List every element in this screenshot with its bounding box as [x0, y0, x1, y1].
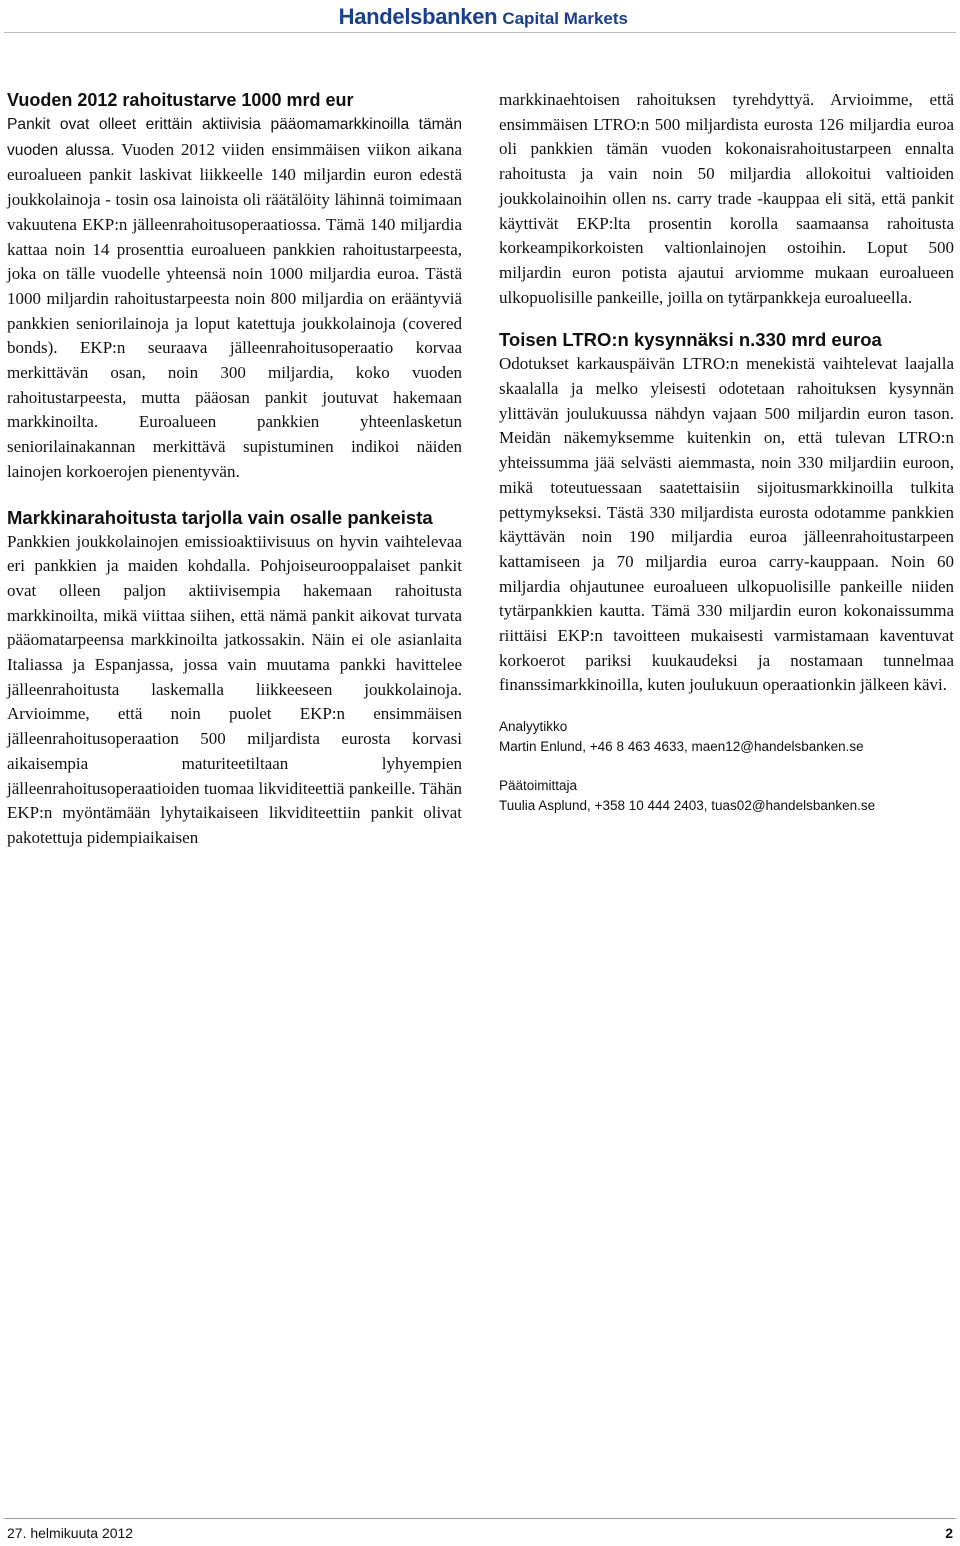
lead-sentence: Pankit ovat olleet erittäin aktiivisia pääomamarkkinoilla tämän vuoden alussa. — [7, 116, 462, 159]
handelsbanken-logo — [339, 4, 628, 30]
footer-date: 27. helmikuuta 2012 — [7, 1525, 134, 1541]
page-number: 2 — [945, 1525, 953, 1541]
paragraph-continued: markkinaehtoisen rahoituksen tyrehdyttyä. Arvioimme, että ensimmäisen LTRO:n 500 miljardista eurosta 126 miljardia euroa oli pankkien tämän vuoden kokonaisrahoitustarpeen ennalta rahoitusta ja vain noin 50 miljardia allokoitui valtioiden joukkolainoihin ollen ns. carry trade -kauppaa eli sitä, että pankit käyttivät EKP:lta prosentin korolla saamaansa rahoitusta korkeampikorkoisten valtionlainojen ostoihin. Loput 500 miljardin euron potista ajautui arviomme mukaan euroalueen ulkopuolisille pankeille, joilla on tytärpankkeja euroalueella. — [499, 90, 954, 307]
section-heading-second-ltro: Toisen LTRO:n kysynnäksi n.330 mrd euroa — [499, 329, 882, 351]
paragraph-text: Vuoden 2012 viiden ensimmäisen viikon aikana euroalueen pankit laskivat liikkeelle 140 miljardin euron edestä joukkolainoja - tosin osa lainoista oli räätälöity lähinnä toimimaan vakuutena EKP:n jälleenrahoitusoperaatiossa. — [7, 139, 462, 234]
header-divider — [4, 32, 956, 33]
editor-contact: Tuulia Asplund, +358 10 444 2403, tuas02@handelsbanken.se — [499, 798, 876, 814]
editor-label: Päätoimittaja — [499, 778, 578, 794]
analyst-label: Analyytikko — [499, 719, 568, 735]
logo-subtitle: Capital Markets — [502, 9, 628, 28]
paragraph-text-continued: Tämä 140 miljardia kattaa noin 14 prosenttia euroalueen pankkien rahoitustarpeesta, joka on tälle vuodelle yhteensä noin 1000 miljardia euroa. Tästä 1000 miljardin rahoitustarpeesta noin 800 miljardia on erääntyviä pankkien seniorilainoja ja loput katettuja joukkolainoja (covered bonds). EKP:n seuraava jälleenrahoitusoperaatio korvaa merkittävän osan, noin 300 miljardia, koko vuoden rahoitustarpeesta, mutta pääosan pankit joutuvat hakemaan markkinoilta. Euroalueen pankkien yhteenlasketun seniorilainakannan merkittävä supistuminen indikoi näiden lainojen korkoerojen pienentyvän. — [7, 214, 463, 481]
analyst-contact: Martin Enlund, +46 8 463 4633, maen12@handelsbanken.se — [499, 739, 864, 755]
left-column — [7, 88, 462, 851]
paragraph-second-ltro: Odotukset karkauspäivän LTRO:n menekistä vaihtelevat laajalla skaalalla ja melko yleisesti odotetaan rahoituksen kysynnän ylittävän joulukuussa nähdyn vajaan 500 miljardin euron tason. Meidän näkemyksemme kuitenkin on, että tulevan LTRO:n yhteissumma jää selvästi aiemmasta, noin 330 miljardiin euroon, mikä toteutuessaan saatettaisiin sijoitusmarkkinoilla tulkita pettymykseksi. Tästä 330 miljardista eurosta odotamme pankkien käyttävän noin 190 miljardia euroa jälleenrahoitustarpeen kattamiseen ja 70 miljardia euroa carry-kauppaan. Noin 60 miljardia ohjautunee euroalueen ulkopuolisille pankeille niiden tytärpankkien kautta. Tämä 330 miljardin euron kokonaissumma riittäisi EKP:n tavoitteen mukaisesti varmistamaan kaventuvat korkoerot pariksi kuukaudeksi ja nostamaan tunnelmaa finanssimarkkinoilla, kuten joulukuun operaationkin jälkeen kävi. — [499, 354, 954, 695]
section-heading-market-funding: Markkinarahoitusta tarjolla vain osalle pankeista — [7, 506, 433, 528]
paragraph-market-funding: Pankkien joukkolainojen emissioaktiivisuus on hyvin vaihtelevaa eri pankkien ja maiden kohdalla. Pohjoiseurooppalaiset pankit ovat olleen paljon aktiivisempia hakemaan rahoitusta markkinoilta, mikä viittaa siihen, että nämä pankit aikovat turvata pääomatarpeensa markkinoilta jatkossakin. Näin ei ole asianlaita Italiassa ja Espanjassa, jossa vain muutama pankki havittelee jälleenrahoitusta laskemalla liikkeeseen joukkolainoja. Arvioimme, että noin puolet EKP:n ensimmäisen jälleenrahoitusoperaation 500 miljardista eurosta korvasi aikaisempia maturiteetiltaan lyhyempien jälleenrahoitusoperaatioiden tuomaa likviditeettiä pankeille. Tähän EKP:n myöntämään lyhytaikaiseen likviditeettiin pankit olivat pakotettuja pidempiaikaisen — [7, 531, 462, 847]
editor-contact-block — [499, 776, 954, 816]
right-column — [499, 88, 954, 816]
footer-divider — [4, 1518, 956, 1519]
analyst-contact-block — [499, 717, 954, 757]
logo-name: Handelsbanken — [338, 4, 498, 29]
section-heading-funding-need: Vuoden 2012 rahoitustarve 1000 mrd eur — [7, 90, 354, 110]
paragraph-funding-need — [7, 112, 462, 485]
